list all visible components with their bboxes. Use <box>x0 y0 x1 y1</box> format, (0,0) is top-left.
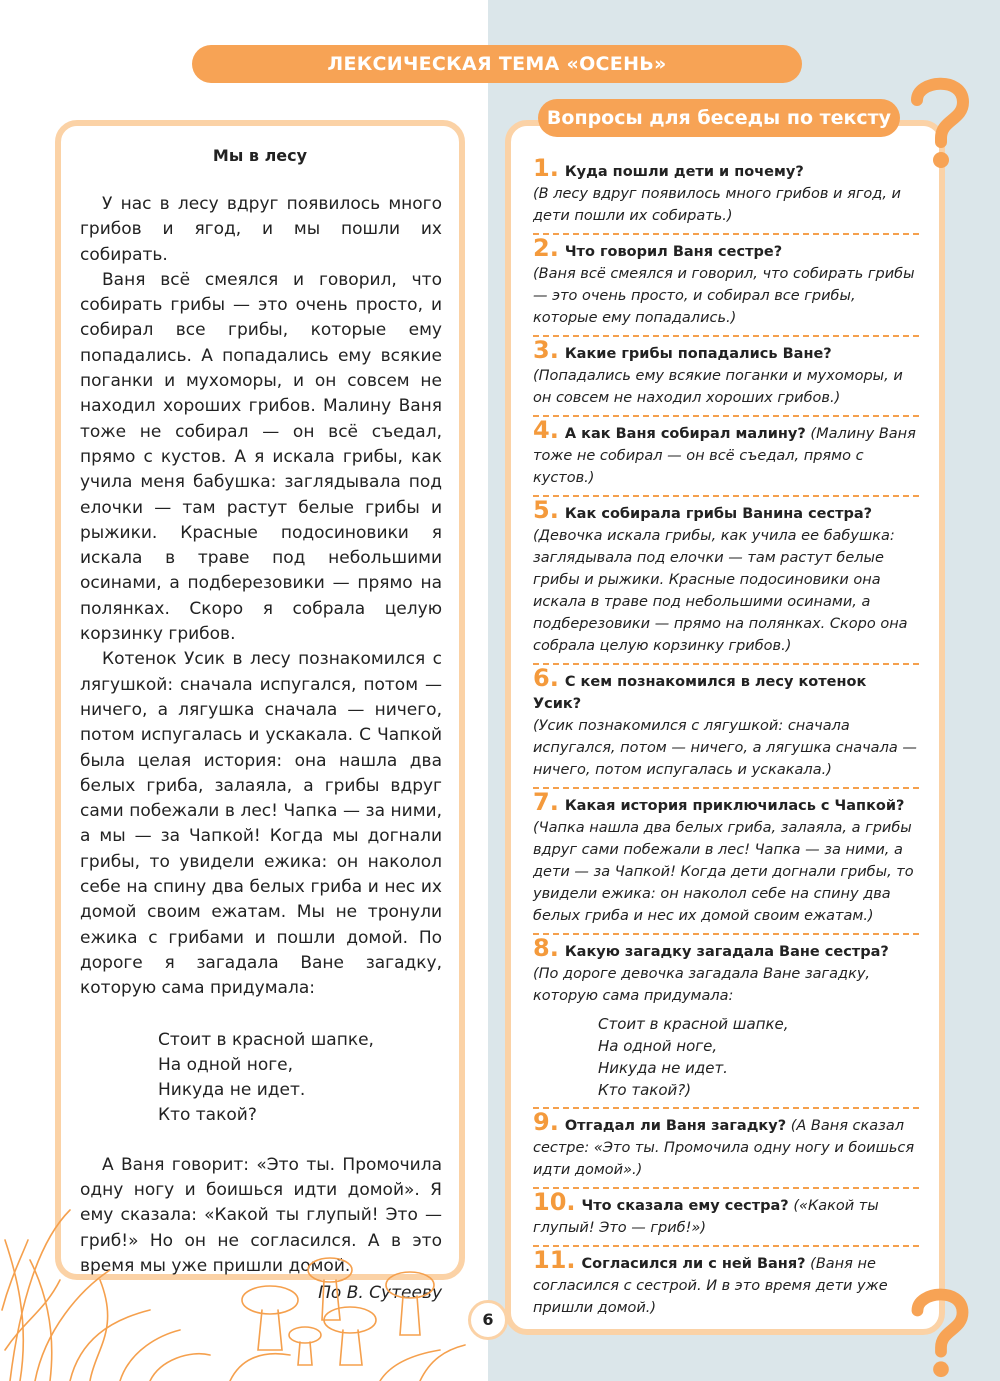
question-text: С кем познакомился в лесу котенок Усик? <box>533 674 867 712</box>
question-item <box>533 665 919 789</box>
question-number: 6. <box>533 664 559 692</box>
question-item <box>533 235 919 337</box>
story-paragraph-3: Котенок Усик в лесу познакомился с лягушкой: сначала испугался, потом — ничего, а лягушка сначала — ничего, потом испугалась и ускакала. С Чапкой была целая история: она нашла два белых гриба, залаяла, а грибы вдруг сами побежали в лес! Чапка — за ними, а мы — за Чапкой! Когда мы догнали грибы, то увидели ежика: он наколол себе на спину два белых гриба и нес их домой своим ежатам. Мы не тронули ежика с грибами и пошли домой. По дороге я загадала Ване загадку, которую сама придумала: <box>80 649 442 999</box>
question-item <box>533 337 919 417</box>
question-number: 1. <box>533 154 559 182</box>
answer-text: (Чапка нашла два белых гриба, залаяла, а грибы вдруг сами побежали в лес! Чапка — за ними, а дети — за Чапкой! Когда дети догнали грибы, то увидели ежика: он наколол себе на спину два белых гриба и нес их домой своим ежатам.) <box>533 820 914 924</box>
question-text: Куда пошли дети и почему? <box>564 164 804 180</box>
story-paragraph-4: А Ваня говорит: «Это ты. Промочила одну ногу и боишься идти домой». Я ему сказала: «Какой ты глупый! Это — гриб!» Но он не согласился. А в это время мы уже пришли домой. <box>80 1154 442 1276</box>
question-text: Что сказала ему сестра? <box>581 1198 789 1214</box>
question-text: Отгадал ли Ваня загадку? <box>564 1118 787 1134</box>
answer-text: («Какой ты глупый! Это — гриб!») <box>533 1198 879 1236</box>
question-number: 3. <box>533 336 559 364</box>
story-paragraph-2: Ваня всё смеялся и говорил, что собирать грибы — это очень просто, и собирал все грибы, которые ему попадались. А попадались ему всякие поганки и мухоморы, и он совсем не находил хороших грибов. Малину Ваня тоже не собирал — он всё съедал, прямо с кустов. А я искала грибы, как учила меня бабушка: заглядывала под елочки — там растут белые грибы и рыжики. Красные подосиновики я искала в траве под небольшими осинами, а подберезовики — прямо на полянках. Скоро я собрала целую корзинку грибов. <box>80 269 442 645</box>
answer-text: (Ваня не согласился с сестрой. И в это время дети уже пришли домой.) <box>533 1256 888 1316</box>
answer-text: (А Ваня сказал сестре: «Это ты. Промочила одну ногу и боишься идти домой».) <box>533 1118 915 1178</box>
poem-line: Никуда не идет. <box>158 1080 306 1101</box>
question-text: А как Ваня собирал малину? <box>564 426 806 442</box>
answer-text: (Попадались ему всякие поганки и мухоморы, и он совсем не находил хороших грибов.) <box>533 368 903 406</box>
answer-text: (Ваня всё смеялся и говорил, что собирать грибы — это очень просто, и собирал все грибы, которые ему попадались.) <box>533 266 915 326</box>
question-number: 8. <box>533 934 559 962</box>
answer-text: (Девочка искала грибы, как учила ее бабушка: заглядывала под елочки — там растут белые грибы и рыжики. Красные подосиновики она искала в траве под небольшими осинами, а подберезовики — прямо на полянках. Скоро она собрала целую корзинку грибов.) <box>533 528 908 654</box>
question-item <box>533 1109 919 1189</box>
story-poem <box>158 1028 442 1129</box>
question-number: 9. <box>533 1108 559 1136</box>
poem-line: Кто такой? <box>158 1105 257 1126</box>
page-number: 6 <box>468 1300 508 1340</box>
question-number: 4. <box>533 416 559 444</box>
poem-line: На одной ноге, <box>158 1054 294 1075</box>
question-text: Согласился ли с ней Ваня? <box>581 1256 806 1272</box>
question-item <box>533 155 919 235</box>
question-item <box>533 417 919 497</box>
questions-header: Вопросы для беседы по тексту <box>538 99 900 137</box>
answer-text: (В лесу вдруг появилось много грибов и ягод, и дети пошли их собирать.) <box>533 186 901 224</box>
story-text <box>80 192 442 1306</box>
question-number: 5. <box>533 496 559 524</box>
question-number: 2. <box>533 234 559 262</box>
question-number: 10. <box>533 1188 576 1216</box>
question-item <box>533 1189 919 1247</box>
answer-text: (По дороге девочка загадала Ване загадку, которую сама придумала: <box>533 966 871 1004</box>
question-text: Какие грибы попадались Ване? <box>564 346 832 362</box>
question-number: 7. <box>533 788 559 816</box>
question-text: Что говорил Ваня сестре? <box>564 244 783 260</box>
question-text: Какая история приключилась с Чапкой? <box>564 798 905 814</box>
story-author: По В. Сутееву <box>318 1283 442 1304</box>
story-paragraph-1: У нас в лесу вдруг появилось много грибов и ягод, и мы пошли их собирать. <box>80 194 442 265</box>
poem-line: Стоит в красной шапке, <box>158 1029 374 1050</box>
answer-text: (Усик познакомился с лягушкой: сначала испугался, потом — ничего, а лягушка сначала — ничего, потом испугалась и ускакала.) <box>533 718 917 778</box>
question-item <box>533 1247 919 1325</box>
question-text: Как собирала грибы Ванина сестра? <box>564 506 873 522</box>
question-number: 11. <box>533 1246 576 1274</box>
poem-line: На одной ноге, <box>598 1037 718 1055</box>
story-title: Мы в лесу <box>212 146 308 165</box>
question-item <box>533 935 919 1109</box>
poem-line: Никуда не идет. <box>598 1059 728 1077</box>
answer-poem <box>598 1013 919 1101</box>
poem-line: Кто такой?) <box>598 1081 692 1099</box>
answer-text: (Малину Ваня тоже не собирал — он всё съедал, прямо с кустов.) <box>533 426 916 486</box>
question-item <box>533 497 919 665</box>
poem-line: Стоит в красной шапке, <box>598 1015 789 1033</box>
grass-mushroom-illustration-icon <box>0 1150 470 1381</box>
questions-list <box>533 155 919 1325</box>
question-text: Какую загадку загадала Ване сестра? <box>564 944 889 960</box>
topic-banner: ЛЕКСИЧЕСКАЯ ТЕМА «ОСЕНЬ» <box>192 45 802 83</box>
question-item <box>533 789 919 935</box>
